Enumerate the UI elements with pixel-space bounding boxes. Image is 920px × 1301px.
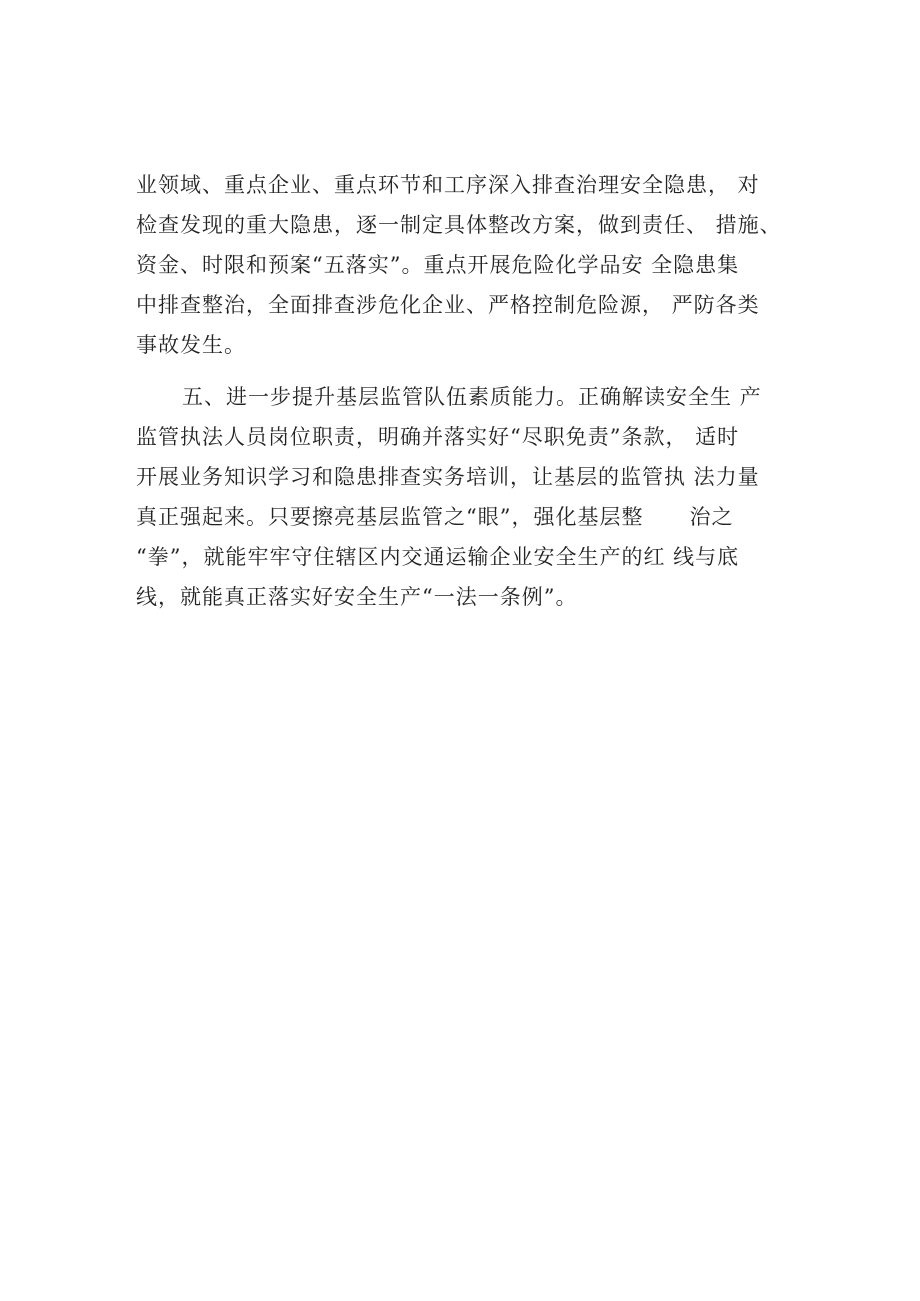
document-body xyxy=(136,165,796,617)
paragraph-line: 线，就能真正落实好安全生产“一法一条例”。 xyxy=(136,585,578,609)
paragraph-line: 开展业务知识学习和隐患排查实务培训，让基层的监管执 法力量 xyxy=(136,465,760,489)
paragraph-line: 检查发现的重大隐患，逐一制定具体整改方案，做到责任、 措施、 xyxy=(136,213,782,237)
paragraph-1 xyxy=(136,165,796,365)
paragraph-line: “拳”，就能牢牢守住辖区内交通运输企业安全生产的红 线与底 xyxy=(136,545,740,569)
paragraph-line: 五、进一步提升基层监管队伍素质能力。正确解读安全生 产 xyxy=(182,385,762,409)
paragraph-line: 真正强起来。只要擦亮基层监管之“眼”，强化基层整 治之 xyxy=(136,505,734,529)
paragraph-2 xyxy=(136,377,796,617)
paragraph-line: 中排查整治，全面排查涉危化企业、严格控制危险源， 严防各类 xyxy=(136,293,760,317)
paragraph-line: 业领域、重点企业、重点环节和工序深入排查治理安全隐患， 对 xyxy=(136,173,760,197)
paragraph-line: 监管执法人员岗位职责，明确并落实好“尽职免责”条款， 适时 xyxy=(136,425,740,449)
paragraph-line: 事故发生。 xyxy=(136,333,246,357)
paragraph-line: 资金、时限和预案“五落实”。重点开展危险化学品安 全隐患集 xyxy=(136,253,740,277)
